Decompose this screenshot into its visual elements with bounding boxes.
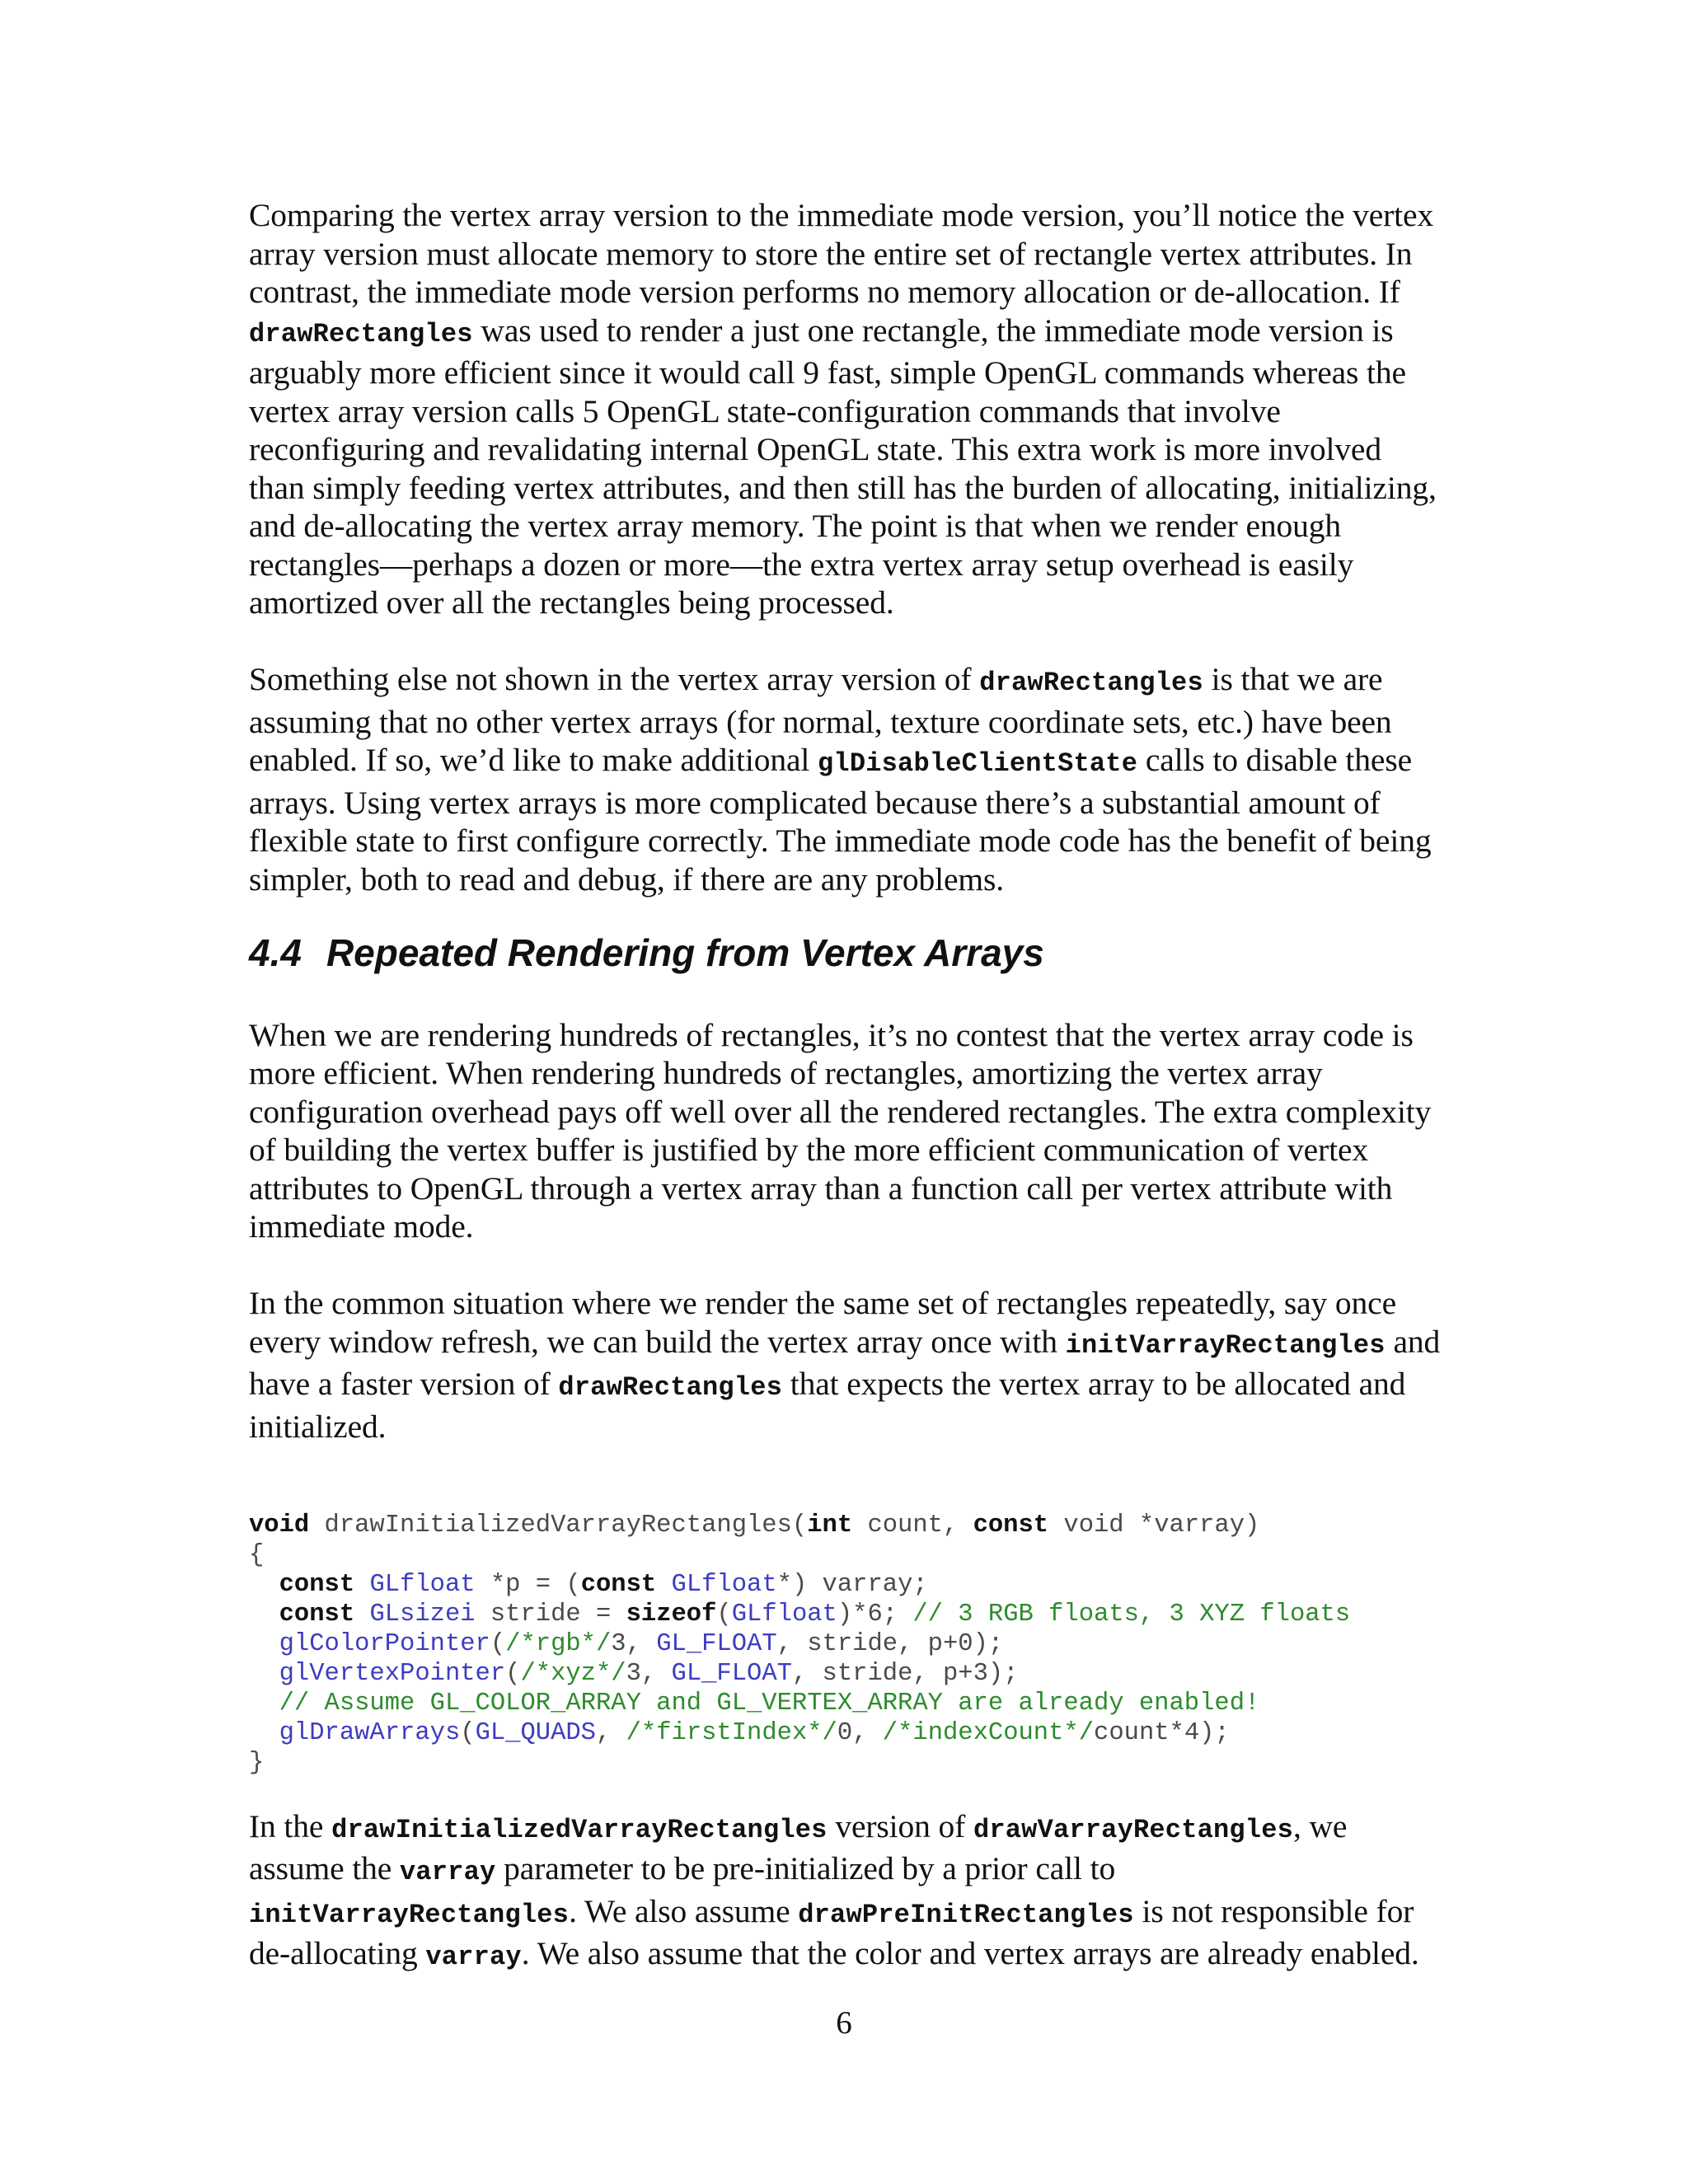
code-text: stride = [475, 1600, 626, 1629]
paragraph-common-situation [249, 1284, 1444, 1446]
inline-code: varray [425, 1942, 522, 1972]
document-page [249, 196, 1444, 2015]
text-run: . We also assume [569, 1892, 799, 1929]
inline-code: initVarrayRectangles [1065, 1329, 1386, 1361]
paragraph-disabled-arrays [249, 660, 1444, 898]
inline-code: drawVarrayRectangles [973, 1814, 1294, 1845]
code-line [249, 1689, 1444, 1718]
text-run: In the [249, 1807, 332, 1844]
section-title: Repeated Rendering from Vertex Arrays [326, 930, 1044, 974]
code-text: { [249, 1540, 265, 1569]
text-run: parameter to be pre-initialized by a prior call to [495, 1850, 1116, 1886]
inline-code: glDisableClientState [818, 748, 1138, 779]
text-run: Comparing the vertex array version to the immediate mode version, you’ll notice the vertex array version must allocate memory to store the entire set of rectangle vertex attributes. In contrast, the immediate mode version performs no memory allocation or de-allocation. If [249, 197, 1434, 310]
code-indent [249, 1719, 279, 1747]
code-type: GLsizei [369, 1600, 476, 1629]
text-run: is not responsible for de-allocating [249, 1892, 1414, 1971]
inline-code: initVarrayRectangles [249, 1899, 570, 1930]
code-text [656, 1571, 671, 1599]
code-type: GL_QUADS [475, 1718, 596, 1747]
code-text: void *varray) [1048, 1511, 1260, 1540]
code-function: glVertexPointer [279, 1659, 506, 1688]
code-comment: // Assume GL_COLOR_ARRAY and GL_VERTEX_ARRAY are already enabled! [279, 1689, 1260, 1718]
code-line [249, 1600, 1444, 1629]
paragraph-vertex-vs-immediate [249, 196, 1444, 622]
code-keyword: const [580, 1570, 657, 1599]
text-run: When we are rendering hundreds of rectangles, it’s no contest that the vertex array code is more efficient. When rendering hundreds of rectangles, amortizing the vertex array configuration overhead pays off well over all the rendered rectangles. The extra complexity of building the vertex buffer is justified by the more efficient communication of vertex attributes to OpenGL through a vertex array than a function call per vertex attribute with immediate mode. [249, 1016, 1432, 1244]
code-comment: // 3 RGB floats, 3 XYZ floats [912, 1600, 1351, 1629]
code-line [249, 1511, 1444, 1540]
code-text: , stride, p+3); [791, 1659, 1019, 1688]
text-run: , we assume the [249, 1807, 1348, 1886]
text-run: Something else not shown in the vertex array version of [249, 661, 980, 697]
text-run: version of [827, 1807, 973, 1844]
code-text: ( [505, 1659, 521, 1688]
code-line [249, 1629, 1444, 1659]
code-line [249, 1659, 1444, 1689]
text-run: was used to render a just one rectangle, the immediate mode version is arguably more efficient since it would call 9 fast, simple OpenGL commands whereas the vertex array version calls 5 OpenGL state-configuration commands that involve reconfiguring and revalidating internal OpenGL state. This extra work is more involved than simply feeding vertex attributes, and then still has the burden of allocating, initializing, and de-allocating the vertex array memory. The point is that when we render enough rectangles—perhaps a dozen or more—the extra vertex array setup overhead is easily amortized over all the rectangles being processed. [249, 312, 1437, 621]
code-line [249, 1570, 1444, 1600]
code-type: GLfloat [731, 1600, 837, 1629]
code-type: GLfloat [369, 1570, 476, 1599]
text-run: is that we are assuming that no other vertex arrays (for normal, texture coordinate sets, etc.) have been enabled. If so, we’d like to make additional [249, 661, 1392, 778]
code-text: 0, [837, 1718, 883, 1747]
code-text: )*6; [837, 1600, 913, 1629]
inline-code: drawRectangles [249, 318, 473, 349]
code-text: *) varray; [776, 1570, 928, 1599]
code-type: GLfloat [671, 1570, 777, 1599]
code-indent [249, 1690, 279, 1718]
page-number: 6 [836, 2005, 852, 2041]
code-keyword: const [279, 1570, 355, 1599]
code-indent [249, 1571, 279, 1599]
code-line [249, 1540, 1444, 1570]
text-run: calls to disable these arrays. Using vertex arrays is more complicated because there’s a substantial amount of flexible state to first configure correctly. The immediate mode code has the benefit of being simpler, both to read and debug, if there are any problems. [249, 742, 1432, 898]
code-function: glDrawArrays [279, 1718, 461, 1747]
code-text: , [596, 1718, 626, 1747]
code-indent [249, 1601, 279, 1629]
code-text [354, 1571, 369, 1599]
code-text: ( [460, 1718, 476, 1747]
text-run: . We also assume that the color and vertex arrays are already enabled. [521, 1935, 1419, 1971]
inline-code: drawInitializedVarrayRectangles [331, 1814, 828, 1845]
paragraph-hundreds-rectangles [249, 1016, 1444, 1246]
section-heading [249, 932, 1444, 973]
code-keyword: const [279, 1600, 355, 1629]
code-text: 3, [611, 1629, 657, 1658]
code-text: 3, [626, 1659, 672, 1688]
code-comment: /*indexCount*/ [882, 1718, 1095, 1747]
code-keyword: sizeof [626, 1600, 717, 1629]
code-keyword: int [807, 1511, 853, 1540]
text-run: and have a faster version of [249, 1323, 1441, 1402]
inline-code: drawRectangles [558, 1372, 783, 1403]
paragraph-initialized-varray [249, 1807, 1444, 1977]
code-text: count, [852, 1511, 973, 1540]
code-text: *p = ( [475, 1570, 581, 1599]
code-text: , stride, p+0); [776, 1629, 1004, 1658]
section-number: 4.4 [249, 930, 302, 974]
inline-code: drawRectangles [979, 668, 1203, 698]
text-run: that expects the vertex array to be allocated and initialized. [249, 1366, 1406, 1445]
code-comment: /*rgb*/ [505, 1629, 612, 1658]
code-comment: /*xyz*/ [520, 1659, 626, 1688]
code-line [249, 1718, 1444, 1748]
code-line [249, 1748, 1444, 1778]
inline-code: varray [399, 1857, 496, 1887]
code-text: ( [490, 1629, 506, 1658]
code-function: glColorPointer [279, 1629, 490, 1658]
code-text: ( [716, 1600, 732, 1629]
code-text [354, 1601, 369, 1629]
code-indent [249, 1660, 279, 1688]
code-keyword: const [973, 1511, 1049, 1540]
text-run: In the common situation where we render the same set of rectangles repeatedly, say once every window refresh, we can build the vertex array once with [249, 1285, 1396, 1360]
code-indent [249, 1630, 279, 1658]
code-text: count*4); [1094, 1718, 1230, 1747]
code-listing [249, 1481, 1444, 1778]
code-type: GL_FLOAT [656, 1629, 777, 1658]
code-comment: /*firstIndex*/ [626, 1718, 837, 1747]
code-type: GL_FLOAT [671, 1659, 792, 1688]
inline-code: drawPreInitRectangles [798, 1899, 1134, 1930]
code-text: } [249, 1748, 265, 1777]
code-keyword: void [249, 1511, 310, 1540]
code-text: drawInitializedVarrayRectangles( [309, 1511, 808, 1540]
